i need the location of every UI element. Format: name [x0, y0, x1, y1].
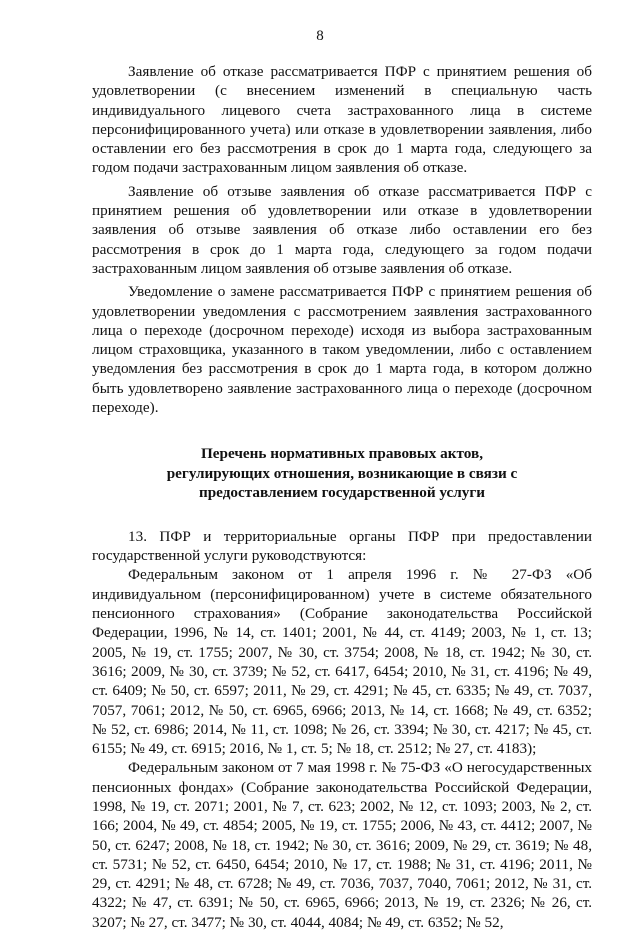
section-title-line-1: Перечень нормативных правовых актов,	[200, 445, 484, 463]
paragraph-law-27-fz: Федеральным законом от 1 апреля 1996 г. № 27-ФЗ «Об индивидуальном (персонифицированном) учете в системе обязательного пенсионного страхования» (Собрание законодательства Российской Федерации, 1996, № 14, ст. 1401; 2001, № 44, ст. 4149; 2003, № 1, ст. 13; 2005, № 19, ст. 1755; 2007, № 30, ст. 3754; 2008, № 18, ст. 1942; № 30, ст. 3616; 2009, № 30, ст. 3739; № 52, ст. 6417, 6454; 2010, № 31, ст. 4196; № 49, ст. 6409; № 50, ст. 6597; 2011, № 29, ст. 4291; № 45, ст. 6335; № 49, ст. 7037, 7057, 7061; 2012, № 50, ст. 6965, 6966; 2013, № 14, ст. 1668; № 49, ст. 6352; № 52, ст. 6986; 2014, № 11, ст. 1098; № 26, ст. 3394; № 30, ст. 4217; № 45, ст. 6155; № 49, ст. 6915; 2016, № 1, ст. 5; № 18, ст. 2512; № 27, ст. 4183);	[92, 566, 592, 758]
document-body	[92, 62, 592, 932]
page-number: 8	[316, 28, 324, 44]
paragraph-law-75-fz: Федеральным законом от 7 мая 1998 г. № 75-ФЗ «О негосударственных пенсионных фондах» (Собрание законодательства Российской Федерации, 1998, № 19, ст. 2071; 2001, № 7, ст. 623; 2002, № 12, ст. 1093; 2003, № 2, ст. 166; 2004, № 49, ст. 4854; 2005, № 19, ст. 1755; 2006, № 43, ст. 4412; 2007, № 50, ст. 6247; 2008, № 18, ст. 1942; № 30, ст. 3616; 2009, № 29, ст. 3619; № 48, ст. 5731; № 52, ст. 6450, 6454; 2010, № 17, ст. 1988; № 31, ст. 4196; 2011, № 29, ст. 4291; № 48, ст. 6728; № 49, ст. 7036, 7037, 7040, 7061; 2012, № 31, ст. 4322; № 47, ст. 6391; № 50, ст. 6965, 6966; 2013, № 19, ст. 2326; № 26, ст. 3207; № 27, ст. 3477; № 30, ст. 4044, 4084; № 49, ст. 6352; № 52,	[92, 759, 592, 931]
paragraph-refusal-application: Заявление об отказе рассматривается ПФР с принятием решения об удовлетворении (с внесением изменений в специальную часть индивидуального лицевого счета застрахованного лица в системе персонифицированного учета) или отказе в удовлетворении заявления, либо оставлении его без рассмотрения в срок до 1 марта года, следующего за годом подачи застрахованным лицом заявления об отказе.	[92, 63, 592, 177]
paragraph-replacement-notice: Уведомление о замене рассматривается ПФР с принятием решения об удовлетворении уведомления с рассмотрением заявления застрахованного лица о переходе (досрочном переходе) исходя из выбора застрахованным лицом страховщика, указанного в таком уведомлении, либо с оставлением уведомления без рассмотрения в срок до 1 марта года, в котором должно быть удовлетворено заявление застрахованного лица о переходе (досрочном переходе).	[92, 283, 592, 417]
section-title-line-2: регулирующих отношения, возникающие в связи с	[166, 464, 518, 482]
paragraph-withdrawal-application: Заявление об отзыве заявления об отказе рассматривается ПФР с принятием решения об удовлетворении или отказе в удовлетворении заявления об отзыве заявления об отказе либо оставлении его без рассмотрения в срок до 1 марта года, следующего за годом подачи застрахованным лицом заявления об отзыве заявления об отказе.	[92, 182, 592, 277]
section-title	[92, 444, 592, 503]
section-title-line-3: предоставлением государственной услуги	[198, 484, 486, 502]
paragraph-item-13: 13. ПФР и территориальные органы ПФР при предоставлении государственной услуги руководствуются:	[92, 527, 592, 565]
